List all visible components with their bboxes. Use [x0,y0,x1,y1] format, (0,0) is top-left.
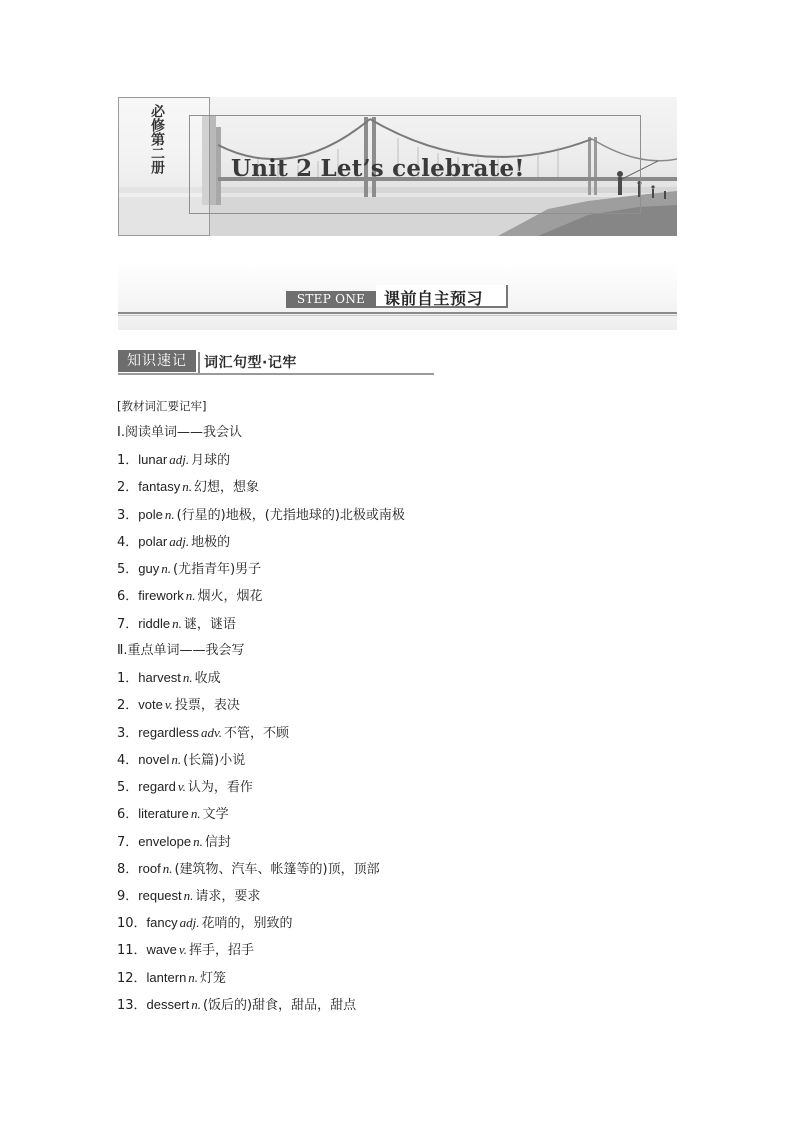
list-item: 7．riddle n. 谜，谜语 [117,616,236,632]
list-item: 4．novel n. (长篇)小说 [117,752,246,768]
list-item: 2．fantasy n. 幻想，想象 [117,479,259,495]
list-item: 9．request n. 请求，要求 [117,888,261,904]
list-item: 1．lunar adj. 月球的 [117,452,231,468]
section-title: 词汇句型·记牢 [204,355,297,371]
list-item: 3．regardless adv. 不管，不顾 [117,725,290,741]
list-item: 6．literature n. 文学 [117,806,229,822]
list-item: 13．dessert n. (饭后的)甜食，甜品，甜点 [117,997,357,1013]
step-divider [118,312,677,314]
section-underline [118,373,434,375]
list-item: 10．fancy adj. 花哨的，别致的 [117,915,293,931]
step-title: 课前自主预习 [384,289,484,308]
list-item: 12．lantern n. 灯笼 [117,970,227,986]
step-label: STEP ONE [286,291,376,308]
section-tag: 知识速记 [118,350,196,372]
list-item: 2．vote v. 投票，表决 [117,697,240,713]
list-item: 7．envelope n. 信封 [117,834,231,850]
list-item: 5．regard v. 认为，看作 [117,779,253,795]
unit-title: Unit 2 Let’s celebrate! [231,155,525,182]
part1-heading: Ⅰ.阅读单词——我会认 [117,425,242,440]
list-item: 1．harvest n. 收成 [117,670,221,686]
list-item: 4．polar adj. 地极的 [117,534,231,550]
step-divider-thin [118,315,677,316]
list-item: 11．wave v. 挥手，招手 [117,942,254,958]
section-divider [198,352,202,374]
bracket-heading: [教材词汇要记牢] [117,399,207,413]
list-item: 5．guy n. (尤指青年)男子 [117,561,262,577]
list-item: 8．roof n. (建筑物、汽车、帐篷等的)顶，顶部 [117,861,380,877]
part2-heading: Ⅱ.重点单词——我会写 [117,643,245,658]
volume-label: 必修第二册 [149,104,165,174]
list-item: 3．pole n. (行星的)地极，(尤指地球的)北极或南极 [117,507,405,523]
list-item: 6．firework n. 烟火，烟花 [117,588,263,604]
